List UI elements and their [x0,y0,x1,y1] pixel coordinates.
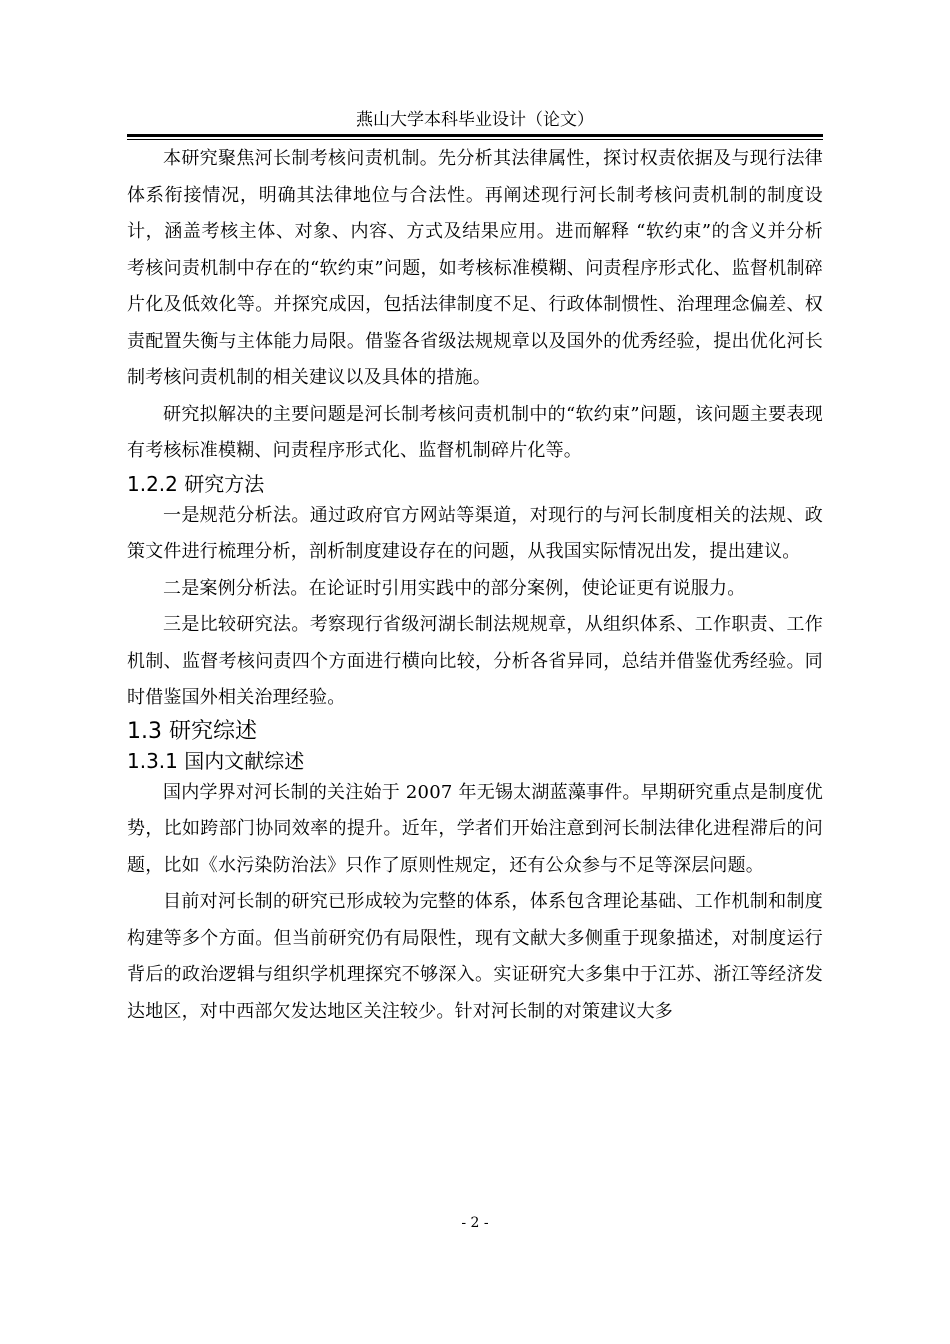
methods-paragraph-1: 一是规范分析法。通过政府官方网站等渠道，对现行的与河长制度相关的法规、政策文件进行梳理分析，剖析制度建设存在的问题，从我国实际情况出发，提出建议。 [127,504,823,562]
literature-paragraph-2: 目前对河长制的研究已形成较为完整的体系，体系包含理论基础、工作机制和制度构建等多个方面。但当前研究仍有局限性，现有文献大多侧重于现象描述，对制度运行背后的政治逻辑与组织学机理探究不够深入。实证研究大多集中于江苏、浙江等经济发达地区，对中西部欠发达地区关注较少。针对河长制的对策建议大多 [127,891,823,1022]
literature-paragraph-1: 国内学界对河长制的关注始于 2007 年无锡太湖蓝藻事件。早期研究重点是制度优势，比如跨部门协同效率的提升。近年，学者们开始注意到河长制法律化进程滞后的问题，比如《水污染防治法》只作了原则性规定，还有公众参与不足等深层问题。 [127,781,823,876]
heading-research-methods: 1.2.2 研究方法 [127,471,265,496]
page-body [127,141,823,1030]
methods-paragraph-3: 三是比较研究法。考察现行省级河湖长制法规规章，从组织体系、工作职责、工作机制、监督考核问责四个方面进行横向比较，分析各省异同，总结并借鉴优秀经验。同时借鉴国外相关治理经验。 [127,614,823,708]
heading-domestic-literature: 1.3.1 国内文献综述 [127,748,305,773]
intro-paragraph-1: 本研究聚焦河长制考核问责机制。先分析其法律属性，探讨权责依据及与现行法律体系衔接情况，明确其法律地位与合法性。再阐述现行河长制考核问责机制的制度设计，涵盖考核主体、对象、内容、方式及结果应用。进而解释 “软约束”的含义并分析考核问责机制中存在的“软约束”问题，如考核标准模糊、问责程序形式化、监督机制碎片化及低效化等。并探究成因，包括法律制度不足、行政体制惯性、治理理念偏差、权责配置失衡与主体能力局限。借鉴各省级法规规章以及国外的优秀经验，提出优化河长制考核问责机制的相关建议以及具体的措施。 [127,148,823,388]
header-rule-thin [127,139,823,140]
heading-research-review: 1.3 研究综述 [127,718,257,744]
page-number: - 2 - [461,1215,489,1231]
methods-paragraph-2: 二是案例分析法。在论证时引用实践中的部分案例，使论证更有说服力。 [163,577,746,599]
header-rule-thick [127,134,823,137]
page-header-title: 燕山大学本科毕业设计（论文） [356,110,594,130]
intro-paragraph-2: 研究拟解决的主要问题是河长制考核问责机制中的“软约束”问题，该问题主要表现有考核标准模糊、问责程序形式化、监督机制碎片化等。 [127,403,823,461]
